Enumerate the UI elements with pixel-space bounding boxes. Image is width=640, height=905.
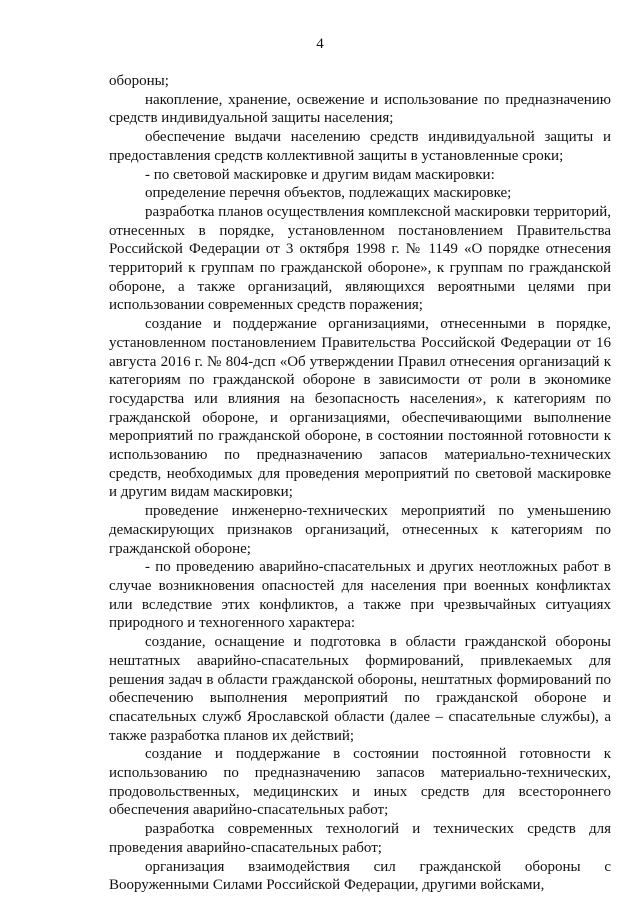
- paragraph: определение перечня объектов, подлежащих маскировке;: [145, 185, 512, 202]
- section-heading-rescue-works: - по проведению аварийно-спасательных и других неотложных работ в случае возникновения опасностей для населения при военных конфликтах или вследствие этих конфликтов, а также при чрезвычайных ситуациях природного и техногенного характера:: [109, 559, 611, 632]
- paragraph: организация взаимодействия сил гражданской обороны с Вооруженными Силами Российской Федерации, другими войсками,: [109, 858, 611, 894]
- paragraph: создание, оснащение и подготовка в области гражданской обороны нештатных аварийно-спасательных формирований, привлекаемых для решения задач в области гражданской обороны, нештатных формирований по обеспечению выполнения мероприятий по гражданской обороне и спасательных служб Ярославской области (далее – спасательные службы), а также разработка планов их действий;: [109, 634, 611, 744]
- page-number: 4: [316, 36, 324, 52]
- paragraph: разработка современных технологий и технических средств для проведения аварийно-спасательных работ;: [109, 821, 611, 856]
- paragraph: создание и поддержание в состоянии постоянной готовности к использованию по предназначению запасов материально-технических, продовольственных, медицинских и иных средств для всестороннего обеспечения аварийно-спасательных работ;: [109, 746, 611, 819]
- document-body: [109, 72, 611, 895]
- paragraph: накопление, хранение, освежение и использование по предназначению средств индивидуальной защиты населения;: [109, 91, 611, 127]
- paragraph-continuation: обороны;: [109, 73, 169, 89]
- paragraph: проведение инженерно-технических мероприятий по уменьшению демаскирующих признаков организаций, отнесенных к категориям по гражданской обороне;: [109, 503, 611, 557]
- paragraph: разработка планов осуществления комплексной маскировки территорий, отнесенных в порядке, установленном постановлением Правительства Российской Федерации от 3 октября 1998 г. № 1149 «О порядке отнесения территорий к группам по гражданской обороне», к группам по гражданской обороне, а также организаций, являющихся вероятными целями при использовании современных средств поражения;: [109, 203, 611, 314]
- paragraph: обеспечение выдачи населению средств индивидуальной защиты и предоставления средств коллективной защиты в установленные сроки;: [109, 129, 611, 164]
- section-heading-light-masking: - по световой маскировке и другим видам маскировки:: [145, 166, 495, 183]
- paragraph: создание и поддержание организациями, отнесенными в порядке, установленном постановлением Правительства Российской Федерации от 16 августа 2016 г. № 804-дсп «Об утверждении Правил отнесения организаций к категориям по гражданской обороне в зависимости от роли в экономике государства или влияния на безопасность населения», к категориям по гражданской обороне, и организациями, обеспечивающими выполнение мероприятий по гражданской обороне, в состоянии постоянной готовности к использованию по предназначению запасов материально-технических средств, необходимых для проведения мероприятий по световой маскировке и другим видам маскировки;: [109, 316, 611, 501]
